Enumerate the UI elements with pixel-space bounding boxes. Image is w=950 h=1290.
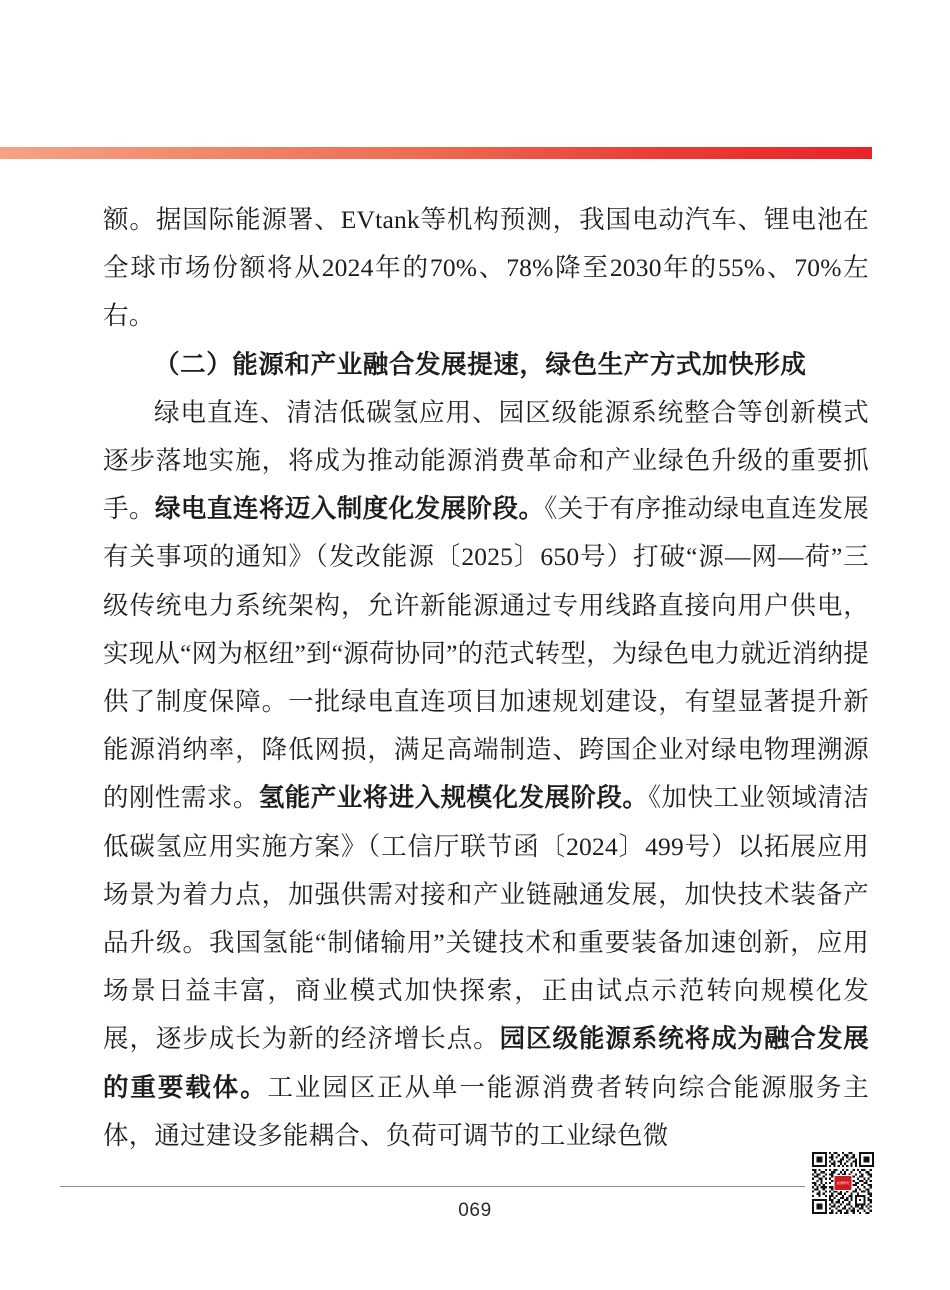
body-text-run: 《关于有序推动绿电直连发展有关事项的通知》（发改能源〔2025〕650号）打破“源—网—荷”三级传统电力系统架构，允许新能源通过专用线路直接向用户供电，实现从“网为枢纽”到“源荷协同”的范式转型，为绿色电力就近消纳提供了制度保障。一批绿电直连项目加速规划建设，有望显著提升新能源消纳率，降低网损，满足高端制造、跨国企业对绿电物理溯源的刚性需求。 [103,494,869,813]
body-text-run: 工业园区正从单一能源消费者转向综合能源服务主体，通过建设多能耦合、负荷可调节的工业绿色微 [103,1072,869,1150]
body-emphasis-run: 绿电直连将迈入制度化发展阶段。 [154,494,545,524]
footer-divider [60,1186,805,1187]
header-accent-bar [0,147,872,159]
qr-code[interactable] [812,1152,874,1214]
body-text-run: 绿电直连、清洁低碳氢应用、园区级能源系统整合等创新模式逐步落地实施，将成为推动能源消费革命和产业绿色升级的重要抓手。 [103,397,869,524]
qr-center-badge [834,1175,853,1191]
page-number: 069 [458,1200,492,1221]
continued-paragraph: 额。据国际能源署、EVtank等机构预测，我国电动汽车、锂电池在全球市场份额将从2024年的70%、78%降至2030年的55%、70%左右。 [103,205,869,331]
body-text-run: 《加快工业领域清洁低碳氢应用实施方案》（工信厅联节函〔2024〕499号）以拓展应用场景为着力点，加强供需对接和产业链融通发展，加快技术装备产品升级。我国氢能“制储输用”关键技术和重要装备加速创新，应用场景日益丰富，商业模式加快探索，正由试点示范转向规模化发展，逐步成长为新的经济增长点。 [103,783,869,1054]
body-emphasis-run: 园区级能源系统将成为融合发展的重要载体。 [103,1024,869,1102]
section-heading: （二）能源和产业融合发展提速，绿色生产方式加快形成 [154,349,807,379]
qr-badge-label: 能源研究 [836,1181,849,1185]
page-content [103,196,869,1160]
body-emphasis-run: 氢能产业将进入规模化发展阶段。 [258,783,649,813]
page-footer [0,1186,950,1256]
body-paragraph [103,389,869,1160]
